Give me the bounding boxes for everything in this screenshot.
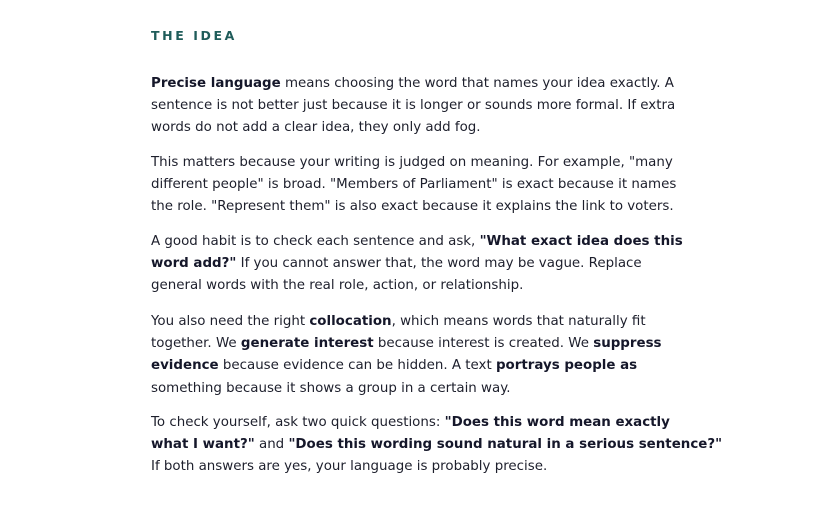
text-line [151,456,722,478]
section-label: THE IDEA [151,28,237,43]
text-run: To check yourself, ask two quick questions: [151,415,445,430]
bold-phrase: "Does this word mean exactly [444,415,670,430]
text-run: You also need the right [151,314,310,329]
text-line [151,434,722,456]
text-run: different people" is broad. "Members of Parliament" is exact because it names [151,177,677,193]
text-line [151,412,722,434]
text-line [151,174,676,196]
text-line [151,73,675,95]
paragraph-definition [151,73,675,140]
text-line [151,275,683,297]
text-run: A good habit is to check each sentence and ask, [151,234,480,249]
text-run: This matters because your writing is judged on meaning. For example, "many [151,155,673,170]
text-line [151,311,662,333]
bold-phrase: "Does this wording sound natural in a serious sentence?" [288,437,723,453]
text-line [151,231,683,253]
bold-phrase: evidence [151,358,219,374]
text-line [151,196,676,218]
paragraph-why-it-matters [151,152,676,219]
text-line [151,333,662,355]
bold-phrase: generate interest [240,336,374,352]
bold-phrase: what I want?" [151,437,255,453]
paragraph-check-yourself [151,412,722,479]
paragraph-good-habit [151,231,683,298]
text-line [151,355,662,377]
text-line [151,253,683,275]
bold-phrase: collocation [309,314,392,329]
text-run: , which means words that naturally fit [391,314,646,329]
text-line [151,378,662,400]
bold-phrase: Precise language [151,76,281,91]
text-run: general words with the real role, action, or relationship. [151,278,524,294]
bold-phrase: suppress [593,336,662,352]
text-run: words do not add a clear idea, they only add fog. [151,120,481,136]
text-line [151,152,676,174]
text-run: the role. "Represent them" is also exact because it explains the link to voters. [151,199,674,215]
text-line [151,117,675,139]
text-line [151,95,675,117]
text-run: and [254,437,289,453]
text-run: sentence is not better just because it is longer or sounds more formal. If extra [151,98,676,114]
text-run: together. We [151,336,241,352]
text-run: If you cannot answer that, the word may be vague. Replace [236,256,642,272]
bold-phrase: "What exact idea does this [479,234,683,249]
bold-phrase: portrays people as [495,358,638,374]
paragraph-collocation [151,311,662,400]
text-run: means choosing the word that names your idea exactly. A [280,76,674,91]
bold-phrase: word add?" [151,256,237,272]
text-run: because interest is created. We [373,336,594,352]
text-run: because evidence can be hidden. A text [218,358,496,374]
text-run: something because it shows a group in a certain way. [151,380,511,396]
text-run: If both answers are yes, your language is probably precise. [151,459,548,475]
